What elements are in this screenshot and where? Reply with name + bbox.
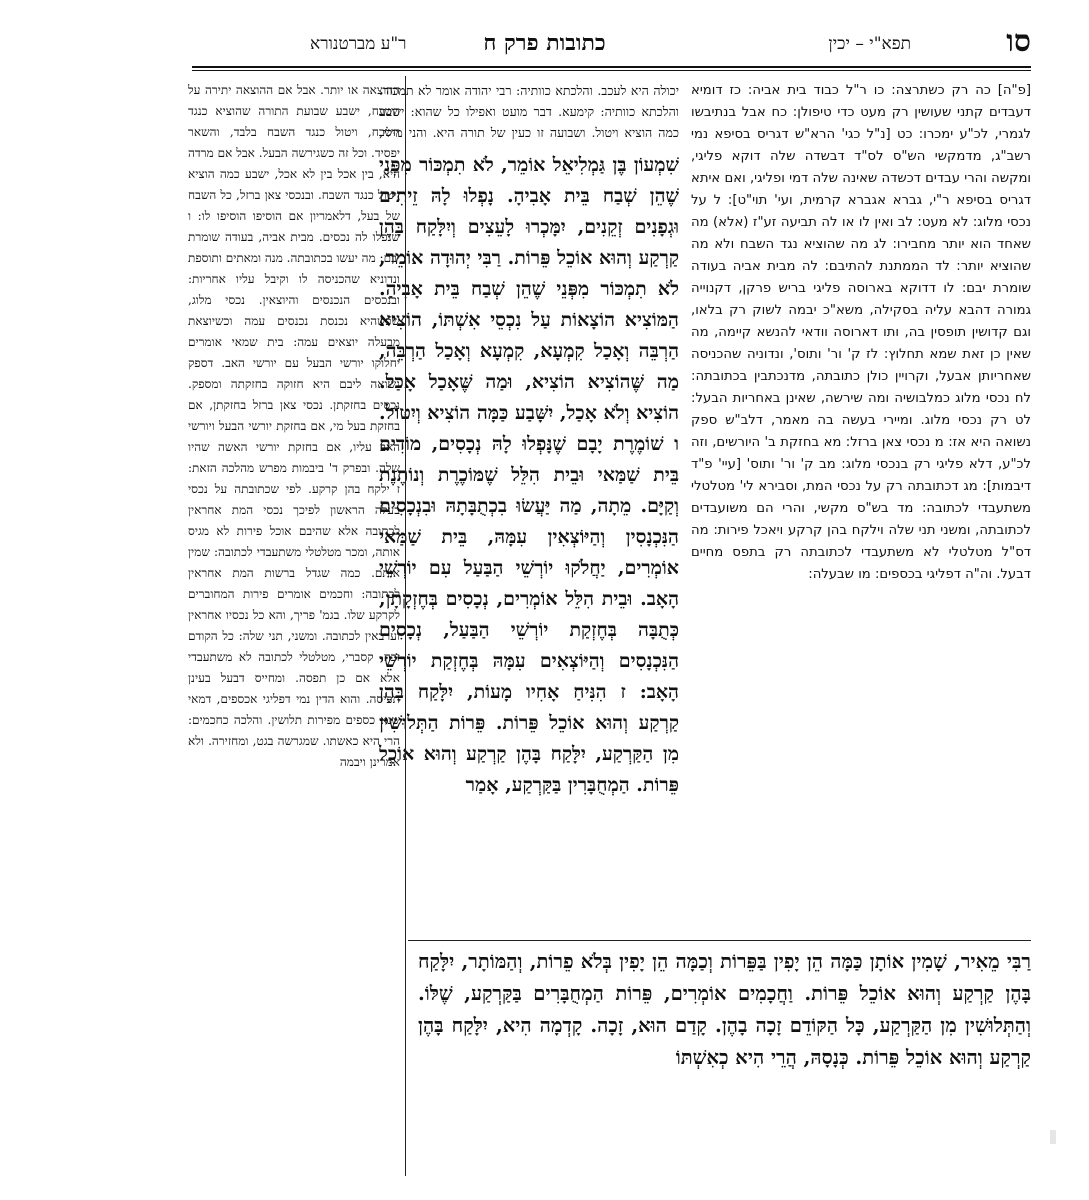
mishnah-bottom-paragraph: רַבִּי מֵאִיר, שָׁמִין אוֹתָן כַּמָּה הֵן יָפִין בַּפֵּרוֹת וְכַמָּה הֵן יָפִין בְּלֹא פֵרוֹת, וְהַמּוֹתָר, יִלָּקַח בָּהֶן קַרְקַע וְהוּא אוֹכֵל פֵּרוֹת. וַחֲכָמִים אוֹמְרִים, פֵּרוֹת הַמְחֻבָּרִים בַּקַּרְקַע, שֶׁלּוֹ. וְהַתְּלוּשִׁין מִן הַקַּרְקַע, כָּל הַקּוֹדֵם זָכָה בָהֶן. קָדַם הוּא, זָכָה. קָדְמָה הִיא, יִלָּקַח בָּהֶן קַרְקַע וְהוּא אוֹכֵל פֵּרוֹת. כְּנָסָהּ, הֲרֵי הִיא כְאִשְׁתּוֹ: [418, 950, 1031, 1069]
bartenura-commentary: ההוצאה או יותר. אבל אם ההוצאה יתירה על השבח, ישבע שבועת התורה שהוציא כנגד השבח, ויטול כנגד השבח בלבד, והשאר יפסיד. וכל זה כשגירשה הבעל. אבל אם מרדה היא, בין אכל בין לא אכל, ישבע כמה הוציא ויטול כנגד השבח. ובנכסי צאן ברזל, כל השבח של בעל, דלאמריון אם הוסיפו הוסיפו לו: ו שנפלו לה נכסים. מבית אביה, בעודה שומרת יבם: מה יעשו בכתובתה. מנה ומאתים ותוספת ונדוניא שהכניסה לו וקיבל עליו אחריות: ובנכסים הנכנסים והיוצאין. נכסי מלוג, שכשהיא נכנסת נכנסים עמה וכשיוצאת מבעלה יוצאים עמה: בית שמאי אומרים יחלוקו יורשי הבעל עם יורשי האב. דספק נשואה ליבם היא חזוקה בחזקתה ומספק. נכסים בחזקתן. נכסי צאן ברזל בחזקתן, אם בחזקת בעל מי, אם בחזקת יורשי הבעל ויורשי האב עליו, אם בחזקת יורשי האשה שהיו שלה. ובפרק ד' ביבמות מפרש מהלכה הזאת: ז ילקח בהן קרקע. לפי שכתובתה על נכסי בעלה הראשון לפיכך נכסי המת אחראין לכתובה אלא שהיבם אוכל פירות לא מגיס אותה, ומכר מטלטלי משתעבדי לכתובה: שמין אותם. כמה שגדל ברשות המת אחראין לכתובה: וחכמים אומרים פירות המחוברים לקרקע שלו. בגמ' פריך, והא כל נכסיו אחראין וערבאין לכתובה. ומשני, תני שלה: כל הקודם זכה. קסברי, מטלטלי לכתובה לא משתעבדי אלא אם כן תפסה. ומחייס דבעל בעינן תפיסה. והוא הדין נמי דפליגי אכספים, דמאי שנא כספים מפירות תלושין. והלכה כחכמים: הרי היא כאשתו. שמגרשה בגט, ומחזירה. ולא אמרינן ויבמה: [188, 83, 400, 769]
tiferet-yisrael-commentary: [פ"ה] כה רק כשתרצה: כו ר"ל כבוד בית אביה: כז דומיא דעבדים קתני שעושין רק מעט כדי טיפולן: כח אבל בנתיבשו לגמרי, לכ"ע ימכרו: כט [נ"ל כגי' הרא"ש דגריס בסיפא נמי רשב"ג, מדמקשי הש"ס לס"ד דבשדה שלה דוקא פליגי, ומקשה והרי עבדים דכשדה שאינה שלה דמי ופליגי, ואם איתא דגריס בסיפא ר"י, גברא אגברא קרמית, ועי' תוי"ט]: ל על נכסי מלוג: לא מעט: לב ואין לו או לה תביעה זע"ז (אלא) מה שאחד הוא יותר מחבירו: לג מה שהוציא נגד השבח ולא מה שהוציא יותר: לד הממתנת להתיבם: לה מבית אביה בעודה שומרת יבם: לו דדוקא בארוסה פליגי בריש פרקן, דקנוייה גמורה דהבא עליה בסקילה, משא"כ יבמה לשוק רק בלאו, וגם קדושין תופסין בה, ותו דארוסה וודאי להנשא קיימה, מה שאין כן זאת שמא תחלוץ: לז ק' ור' ותוס', ונדוניה שהכניסה שאחריותן אבעל, וקרויין כולן כתובתה, מדנכתבין בכתובתה: לח נכסי מלוג כמלבושיה ומה שירשה, שאינן באחריות הבעל: לט רק נכסי מלוג. ומיירי בעשה בה מאמר, דלב"ש ספק נשואה היא אז: מ נכסי צאן ברזל: מא בחזקת ב' היורשים, וזה לכ"ע, דלא פליגי רק בנכסי מלוג: מב ק' ור' ותוס' [עיי' פ"ד דיבמות]: מג דכתובתה רק על נכסי המת, וסבירא לי' מטלטלי משתעבדי לכתובה: מד בש"ס מקשי, והרי הם משועבדים לכתובתה, ומשני תני שלה וילקח בהן קרקע ויאכל פירות: מה דס"ל מטלטלי לא משתעבדי לכתובתה רק בתפס מחיים דבעל. וה"ה דפליגי בכספים: מו שבעלה:: [691, 83, 1031, 582]
page-title: כתובות פרק ח: [483, 30, 606, 56]
commentary-label-left: ר"ע מברטנורא: [310, 34, 407, 54]
bartenura-top-commentary: יכולה היא לעכב. והלכתא כוותיה: רבי יהודה אומר לא תמכור. והלכתא כוותיה: קימעא. דבר מועט ואפילו כל שהוא: ישבע כמה הוציא ויטול. ושבועה זו כעין של תורה היא. והני מילי,: [379, 83, 679, 140]
header-rule: [192, 66, 1031, 68]
commentary-label-right: תפא"י – יכין: [828, 34, 911, 54]
page-number: סו: [1006, 24, 1031, 59]
header-rule-thin: [192, 70, 1031, 71]
scan-mark: [1050, 1130, 1056, 1144]
mishnah-text-bottom: [188, 946, 1031, 1176]
section-divider: [408, 940, 1031, 941]
mishnah-text: שִׁמְעוֹן בֶּן גַּמְלִיאֵל אוֹמֵר, לֹא תִמְכּוֹר מִפְּנֵי שֶׁהֵן שְׁבַח בֵּית אָבִיהָ. נָפְלוּ לָהּ זֵיתִים וּגְפָנִים זְקֵנִים, יִמָּכְרוּ לָעֵצִים וְיִלָּקַח בָּהֶן קַרְקַע וְהוּא אוֹכֵל פֵּרוֹת. רַבִּי יְהוּדָה אוֹמֵר, לֹא תִמְכּוֹר מִפְּנֵי שֶׁהֵן שְׁבַח בֵּית אָבִיהָ. הַמּוֹצִיא הוֹצָאוֹת עַל נִכְסֵי אִשְׁתּוֹ, הוֹצִיא הַרְבֵּה וְאָכַל קִמְעָא, קִמְעָא וְאָכַל הַרְבֵּה, מַה שֶּׁהוֹצִיא הוֹצִיא, וּמַה שֶּׁאָכַל אָכַל. הוֹצִיא וְלֹא אָכַל, יִשָּׁבַע כַּמָּה הוֹצִיא וְיִטּוֹל. ו שׁוֹמֶרֶת יָבָם שֶׁנָּפְלוּ לָהּ נְכָסִים, מוֹדִים בֵּית שַׁמַּאי וּבֵית הִלֵּל שֶׁמּוֹכֶרֶת וְנוֹתֶנֶת וְקַיָּם. מֵתָה, מַה יַּעֲשׂוּ בִכְתֻבָּתָהּ וּבִנְכָסִים הַנִּכְנָסִין וְהַיּוֹצְאִין עִמָּהּ, בֵּית שַׁמַּאי אוֹמְרִים, יַחֲלֹקוּ יוֹרְשֵׁי הַבַּעַל עִם יוֹרְשֵׁי הָאָב. וּבֵית הִלֵּל אוֹמְרִים, נְכָסִים בְּחֶזְקָתָן, כְּתֻבָּה בְּחֶזְקַת יוֹרְשֵׁי הַבַּעַל, נְכָסִים הַנִּכְנָסִים וְהַיּוֹצְאִים עִמָּהּ בְּחֶזְקַת יוֹרְשֵׁי הָאָב: ז הִנִּיחַ אָחִיו מָעוֹת, יִלָּקַח בָּהֶן קַרְקַע וְהוּא אוֹכֵל פֵּרוֹת. פֵּרוֹת הַתְּלוּשִׁין מִן הַקַּרְקַע, יִלָּקַח בָּהֶן קַרְקַע וְהוּא אוֹכֵל פֵּרוֹת. הַמְחֻבָּרִין בַּקַּרְקַע, אָמַר: [379, 154, 679, 796]
